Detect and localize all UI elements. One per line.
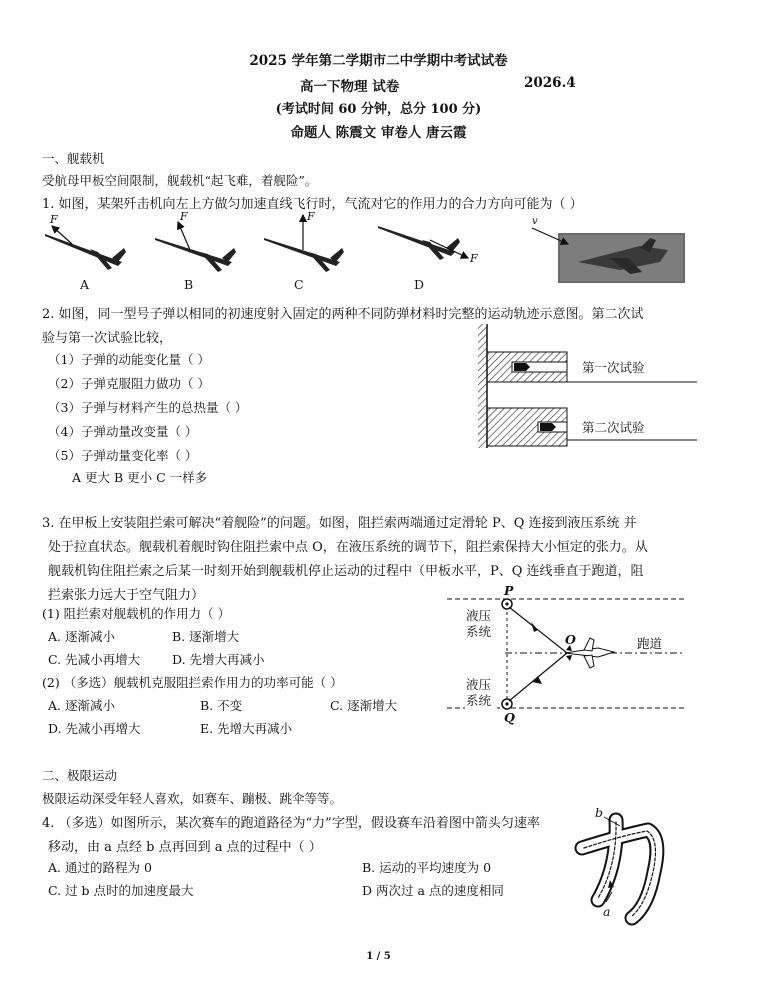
q3-stem-line1: 3. 在甲板上安装阻拦索可解决“着舰险”的问题。如图，阻拦索两端通过定滑轮 P、Q 连接到液压系统 并 bbox=[42, 516, 637, 531]
q3-sub1-A: A. 逐渐减小 bbox=[48, 629, 115, 644]
q2-item-5: （5）子弹动量变化率（ ） bbox=[48, 448, 198, 463]
exam-date: 2026.4 bbox=[524, 75, 576, 91]
q2-item-1: （1）子弹的动能变化量（ ） bbox=[48, 352, 210, 367]
q3-sub1-C: C. 先减小再增大 bbox=[48, 652, 141, 667]
hydraulic-1-line2: 系统 bbox=[466, 624, 492, 639]
q2-stem-line2: 验与第一次试验比较， bbox=[42, 331, 173, 346]
q2-item-3: （3）子弹与材料产生的总热量（ ） bbox=[48, 400, 248, 415]
q2-fig-label-2: 第二次试验 bbox=[582, 420, 645, 435]
section2-heading: 二、极限运动 bbox=[42, 768, 118, 783]
q1-option-D: D bbox=[414, 277, 425, 292]
q3-stem-line2: 处于拉直状态。舰载机着舰时钩住阻拦索中点 O，在液压系统的调节下，阻拦索保持大小恒定的张力。从 bbox=[48, 540, 648, 555]
q4-option-D: D 两次过 a 点的速度相同 bbox=[362, 883, 504, 898]
section1-heading: 一、舰载机 bbox=[42, 151, 105, 166]
hydraulic-2-line2: 系统 bbox=[466, 693, 492, 708]
point-Q-label: Q bbox=[504, 710, 515, 725]
q3-sub1-B: B. 逐渐增大 bbox=[172, 629, 240, 644]
q1-stem: 1. 如图，某架歼击机向左上方做匀加速直线飞行时，气流对它的作用力的合力方向可能为（ ） bbox=[42, 197, 583, 212]
point-P-label: P bbox=[504, 583, 514, 598]
exam-title: 2025 学年第二学期市二中学期中考试试卷 bbox=[249, 53, 508, 69]
q3-sub2: (2) （多选）舰载机克服阻拦索作用力的功率可能（ ） bbox=[42, 675, 343, 690]
q4-option-B: B. 运动的平均速度为 0 bbox=[362, 860, 492, 875]
q3-sub2-E: E. 先增大再减小 bbox=[200, 721, 293, 736]
page-number: 1 / 5 bbox=[366, 951, 391, 962]
q2-fig-label-1: 第一次试验 bbox=[582, 360, 645, 375]
section2-intro: 极限运动深受年轻人喜欢，如赛车、蹦极、跳伞等等。 bbox=[42, 791, 343, 806]
hydraulic-1-line1: 液压 bbox=[466, 608, 492, 623]
force-label-D: F bbox=[470, 252, 478, 265]
force-label-C: F bbox=[307, 210, 315, 223]
runway-label: 跑道 bbox=[637, 636, 663, 651]
q4-stem-line2: 移动，由 a 点经 b 点再回到 a 点的过程中（ ） bbox=[48, 840, 322, 855]
q4-option-C: C. 过 b 点时的加速度最大 bbox=[48, 883, 194, 898]
section1-intro: 受航母甲板空间限制，舰载机“起飞难，着舰险”。 bbox=[42, 173, 318, 188]
point-b-label: b bbox=[595, 805, 604, 820]
point-a-label: a bbox=[603, 904, 611, 919]
q1-option-B: B bbox=[184, 277, 194, 292]
q1-option-C: C bbox=[294, 277, 304, 292]
q2-stem-line1: 2. 如图，同一型号子弹以相同的初速度射入固定的两种不同防弹材料时完整的运动轨迹示意图。第二次试 bbox=[42, 307, 644, 322]
q3-stem-line3: 舰载机钩住阻拦索之后某一时刻开始到舰载机停止运动的过程中（甲板水平，P、Q 连线垂直于跑道，阻 bbox=[48, 564, 644, 579]
q1-option-A: A bbox=[80, 277, 90, 292]
q2-item-4: （4）子弹动量改变量（ ） bbox=[48, 424, 198, 439]
point-O-label: O bbox=[565, 632, 576, 647]
q2-choices: A 更大 B 更小 C 一样多 bbox=[72, 470, 208, 485]
q3-sub2-A: A. 逐渐减小 bbox=[48, 698, 115, 713]
q2-item-2: （2）子弹克服阻力做功（ ） bbox=[48, 376, 210, 391]
hydraulic-2-line1: 液压 bbox=[466, 677, 492, 692]
exam-info: (考试时间 60 分钟，总分 100 分) bbox=[275, 102, 482, 117]
q4-stem-line1: 4. （多选）如图所示，某次赛车的跑道路径为“力”字型，假设赛车沿着图中箭头匀速率 bbox=[42, 816, 540, 831]
force-label-B: F bbox=[180, 210, 188, 223]
q3-sub2-D: D. 先减小再增大 bbox=[48, 721, 141, 736]
exam-subject: 高一下物理 试卷 bbox=[300, 79, 400, 95]
q3-stem-line4: 拦索张力远大于空气阻力） bbox=[48, 588, 205, 603]
q3-sub1: (1) 阻拦索对舰载机的作用力（ ） bbox=[42, 606, 231, 621]
q3-sub2-B: B. 不变 bbox=[200, 698, 243, 713]
exam-authors: 命题人 陈震文 审卷人 唐云霞 bbox=[290, 125, 467, 141]
force-label-A: F bbox=[50, 213, 58, 226]
q3-sub1-D: D. 先增大再减小 bbox=[172, 652, 265, 667]
li-character-track-icon bbox=[582, 820, 657, 918]
q4-option-A: A. 通过的路程为 0 bbox=[48, 860, 152, 875]
q3-sub2-C: C. 逐渐增大 bbox=[330, 698, 398, 713]
velocity-label: v bbox=[532, 216, 538, 227]
